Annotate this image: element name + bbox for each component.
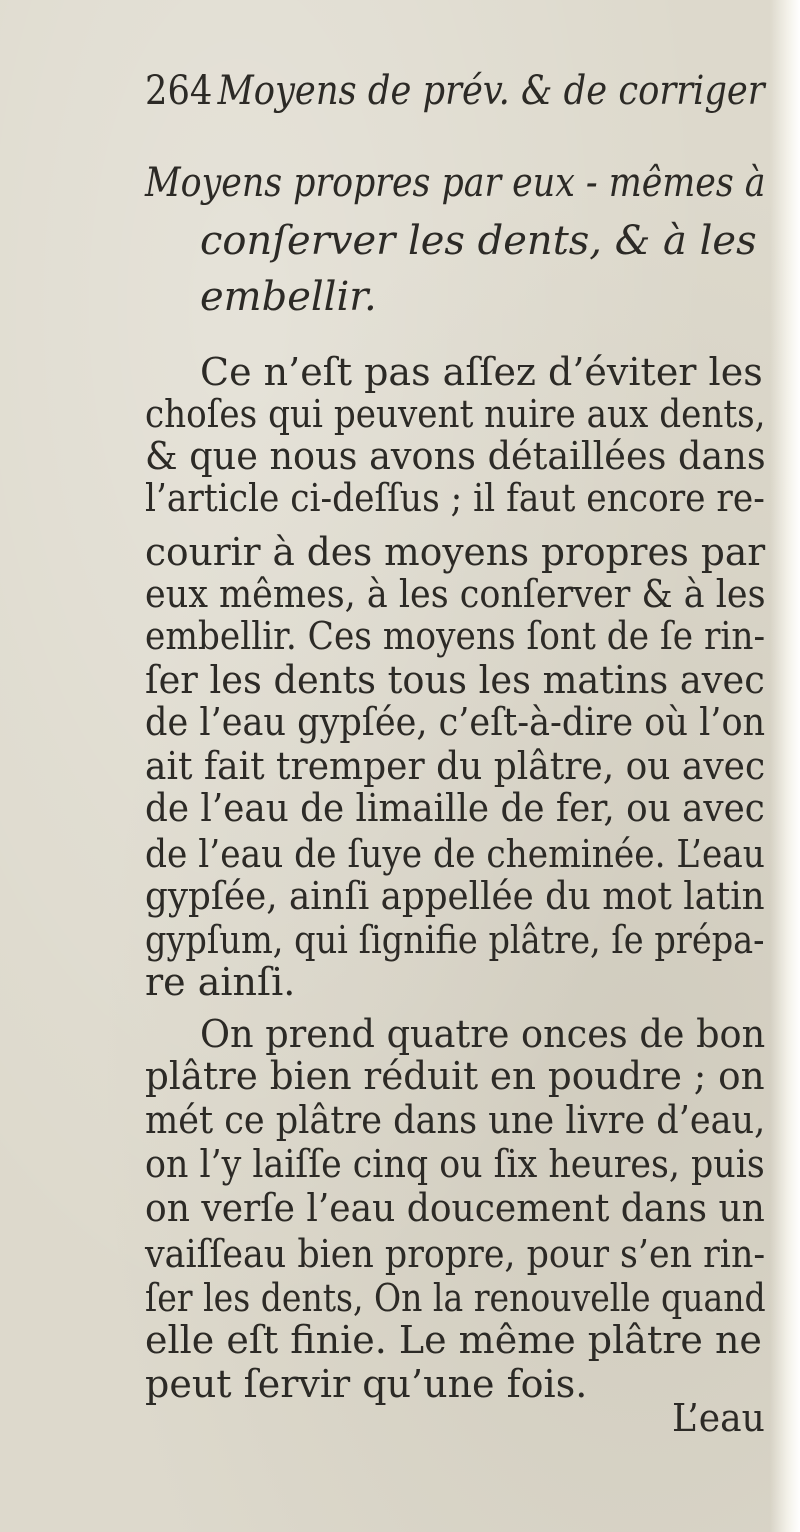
section-heading-line: conſerver les dents, & à les [200,218,757,264]
paragraph-line: mét ce plâtre dans une livre d’eau, [145,1098,766,1142]
paragraph-line: elle eſt finie. Le même plâtre ne [145,1318,762,1362]
section-heading-line: Moyens propres par eux - mêmes à [145,160,766,206]
running-title: Moyens de prév. & de corriger [217,68,765,114]
catchword: L’eau [672,1396,765,1440]
paragraph-line: de l’eau gypſée, c’eſt-à-dire où l’on [145,700,766,744]
running-header [145,68,765,114]
paragraph-line: plâtre bien réduit en poudre ; on [145,1054,765,1098]
paragraph-line: l’article ci-deſſus ; il faut encore re- [145,476,765,520]
paragraph-line: On prend quatre onces de bon [200,1012,766,1056]
section-heading-line: embellir. [200,274,377,320]
paragraph-line: ſer les dents tous les matins avec [145,658,765,702]
paragraph-line: gypſum, qui ſignifie plâtre, ſe prépa- [145,918,765,962]
paragraph-line: eux mêmes, à les conſerver & à les [145,572,766,616]
page-edge [770,0,800,1532]
paragraph-line: peut ſervir qu’une fois. [145,1362,588,1406]
paragraph-line: Ce n’eſt pas aſſez d’éviter les [200,350,763,394]
paragraph-line: ſer les dents, On la renouvelle quand [145,1276,766,1320]
paragraph-line: courir à des moyens propres par [145,530,766,574]
paragraph-line: & que nous avons détaillées dans [145,434,766,478]
paragraph-line: ait fait tremper du plâtre, ou avec [145,744,766,788]
paragraph-line: de l’eau de ſuye de cheminée. L’eau [145,832,765,876]
page-number: 264 [145,68,213,114]
paragraph-line: on verſe l’eau doucement dans un [145,1186,765,1230]
paragraph-line: de l’eau de limaille de fer, ou avec [145,786,765,830]
paragraph-line: gypſée, ainſi appellée du mot latin [145,874,765,918]
paragraph-line: choſes qui peuvent nuire aux dents, [145,392,766,436]
paragraph-line: embellir. Ces moyens ſont de ſe rin- [145,614,766,658]
paragraph-line: vaiſſeau bien propre, pour s’en rin- [145,1232,766,1276]
paragraph-line: re ainſi. [145,960,296,1004]
paragraph-line: on l’y laiſſe cinq ou ſix heures, puis [145,1142,765,1186]
